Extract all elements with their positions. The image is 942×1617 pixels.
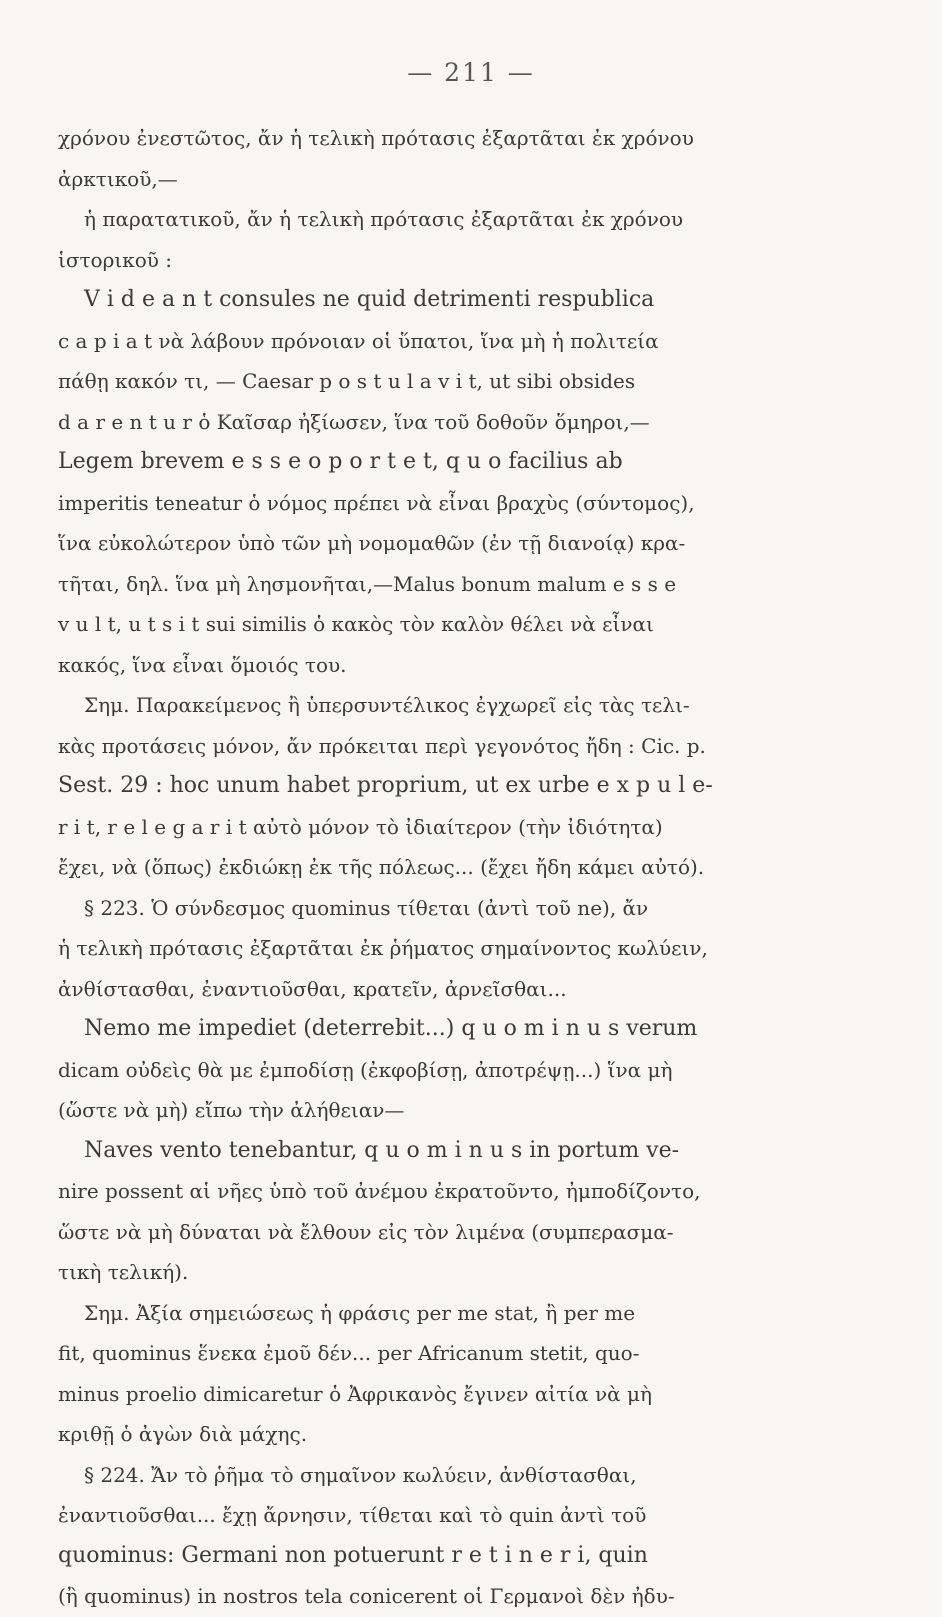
text-line: ἀρκτικοῦ,—	[58, 166, 178, 191]
text-line: d a r e n t u r ὁ Καῖσαρ ἠξίωσεν, ἵνα τοῦ δοθοῦν ὅμηροι,—	[58, 409, 650, 434]
text-line: v u l t, u t s i t sui similis ὁ κακὸς τὸν καλὸν θέλει νὰ εἶναι	[58, 612, 654, 636]
text-line: r i t, r e l e g a r i t αὐτὸ μόνον τὸ ἰδιαίτερον (τὴν ἰδιότητα)	[58, 814, 663, 839]
text-line: ἱστορικοῦ :	[58, 247, 172, 272]
text-line: § 224. Ἄν τὸ ῥῆμα τὸ σημαῖνον κωλύειν, ἀνθίστασθαι,	[84, 1462, 637, 1487]
text-line: ἵνα εὐκολώτερον ὑπὸ τῶν μὴ νομομαθῶν (ἐν τῇ διανοίᾳ) κρα-	[58, 531, 686, 555]
text-line: fit, quominus ἕνεκα ἐμοῦ δέν... per Africanum stetit, quo-	[58, 1341, 640, 1365]
text-block	[58, 118, 848, 1617]
text-line: τῆται, δηλ. ἵνα μὴ λησμονῆται,—Malus bonum malum e s s e	[58, 571, 677, 596]
text-line: c a p i a t νὰ λάβουν πρόνοιαν οἱ ὕπατοι, ἵνα μὴ ἡ πολιτεία	[58, 328, 659, 353]
text-line: § 223. Ὁ σύνδεσμος quominus τίθεται (ἀντὶ τοῦ ne), ἄν	[84, 895, 649, 920]
text-line: quominus: Germani non potuerunt r e t i n e r i, quin	[58, 1542, 648, 1568]
text-line: (ὥστε νὰ μὴ) εἴπω τὴν ἀλήθειαν—	[58, 1098, 405, 1122]
text-line: τικὴ τελική).	[58, 1260, 189, 1284]
text-line: κὰς προτάσεις μόνον, ἄν πρόκειται περὶ γεγονότος ἤδη : Cic. p.	[58, 733, 706, 758]
text-line: ὥστε νὰ μὴ δύναται νὰ ἔλθουν εἰς τὸν λιμένα (συμπερασμα-	[58, 1219, 674, 1244]
text-line: χρόνου ἐνεστῶτος, ἄν ἡ τελικὴ πρότασις ἐξαρτᾶται ἐκ χρόνου	[58, 126, 694, 150]
text-line: Nemo me impediet (deterrebit...) q u o m i n u s verum	[84, 1016, 698, 1041]
text-line: κριθῇ ὁ ἀγὼν διὰ μάχης.	[58, 1422, 308, 1446]
page-number: — 211 —	[407, 58, 535, 87]
text-line: πάθῃ κακόν τι, — Caesar p o s t u l a v i t, ut sibi obsides	[58, 369, 636, 393]
text-line: ἡ παρατατικοῦ, ἄν ἡ τελικὴ πρότασις ἐξαρτᾶται ἐκ χρόνου	[84, 207, 684, 231]
text-line: ἔχει, νὰ (ὅπως) ἐκδιώκῃ ἐκ τῆς πόλεως... (ἔχει ἤδη κάμει αὐτό).	[58, 855, 705, 879]
text-line: Σημ. Ἀξία σημειώσεως ἡ φράσις per me stat, ἢ per me	[84, 1300, 636, 1325]
text-line: Legem brevem e s s e o p o r t e t, q u o facilius ab	[58, 449, 623, 474]
text-line: (ἢ quominus) in nostros tela conicerent οἱ Γερμανοὶ δὲν ἠδυ-	[58, 1584, 675, 1608]
text-line: ἡ τελικὴ πρότασις ἐξαρτᾶται ἐκ ῥήματος σημαίνοντος κωλύειν,	[58, 936, 708, 960]
text-line: κακός, ἵνα εἶναι ὅμοιός του.	[58, 652, 347, 677]
text-line: Sest. 29 : hoc unum habet proprium, ut ex urbe e x p u l e-	[58, 773, 713, 798]
text-line: nire possent αἱ νῆες ὑπὸ τοῦ ἀνέμου ἐκρατοῦντο, ἠμποδίζοντο,	[58, 1179, 701, 1203]
text-line: dicam οὐδεὶς θὰ με ἐμποδίσῃ (ἐκφοβίσῃ, ἀποτρέψῃ...) ἵνα μὴ	[58, 1057, 673, 1082]
text-line: minus proelio dimicaretur ὁ Ἀφρικανὸς ἔγινεν αἰτία νὰ μὴ	[58, 1381, 652, 1406]
text-line: imperitis teneatur ὁ νόμος πρέπει νὰ εἶναι βραχὺς (σύντομος),	[58, 490, 695, 515]
text-line: ἐναντιοῦσθαι... ἔχῃ ἄρνησιν, τίθεται καὶ τὸ quin ἀντὶ τοῦ	[58, 1503, 647, 1527]
text-line: Σημ. Παρακείμενος ἢ ὑπερσυντέλικος ἐγχωρεῖ εἰς τὰς τελι-	[84, 693, 690, 717]
text-line: ἀνθίστασθαι, ἐναντιοῦσθαι, κρατεῖν, ἀρνεῖσθαι...	[58, 976, 567, 1001]
text-line: Naves vento tenebantur, q u o m i n u s in portum ve-	[84, 1137, 680, 1163]
text-line: V i d e a n t consules ne quid detrimenti respublica	[84, 287, 655, 312]
